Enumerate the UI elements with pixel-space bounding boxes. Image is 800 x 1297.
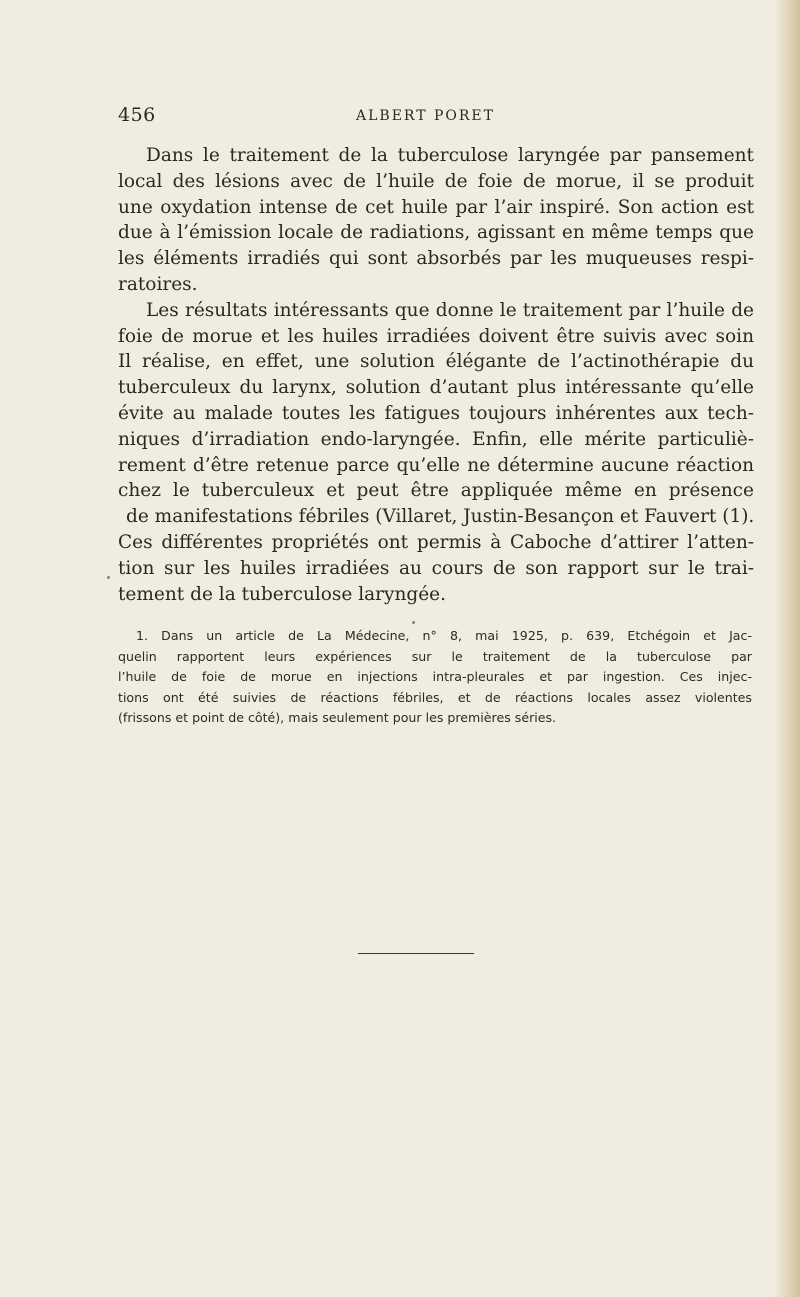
body-line: Les résultats intéressants que donne le traitement par l’huile de	[146, 299, 754, 321]
body-line: niques d’irradiation endo-laryngée. Enfin, elle mérite particuliè-	[118, 428, 754, 450]
page-number: 456	[118, 104, 156, 126]
page-edge-shadow	[774, 0, 800, 1297]
body-line: tuberculeux du larynx, solution d’autant plus intéressante qu’elle	[118, 377, 754, 399]
footnote-line: (frissons et point de côté), mais seulement pour les premières séries.	[118, 710, 557, 725]
body-line: de manifestations fébriles (Villaret, Justin-Besançon et Fauvert (1).	[126, 506, 755, 528]
footnote	[118, 626, 752, 729]
body-line: ratoires.	[118, 273, 198, 295]
body-line: évite au malade toutes les fatigues toujours inhérentes aux tech-	[118, 402, 754, 424]
body-text	[118, 143, 754, 607]
body-line: Il réalise, en effet, une solution élégante de l’actinothérapie du	[118, 351, 754, 373]
footnote-line: quelin rapportent leurs expériences sur le traitement de la tuberculose par	[118, 648, 752, 664]
body-line: Dans le traitement de la tuberculose laryngée par pansement	[146, 145, 754, 166]
footnote-line: 1. Dans un article de La Médecine, n° 8, mai 1925, p. 639, Etchégoin et Jac-	[136, 628, 752, 643]
body-line: due à l’émission locale de radiations, agissant en même temps que	[118, 222, 754, 244]
running-head: ALBERT PORET	[356, 108, 495, 124]
page-header	[118, 104, 754, 134]
ink-speck	[107, 576, 110, 579]
body-line: chez le tuberculeux et peut être appliquée même en présence	[118, 480, 754, 502]
footnote-line: tions ont été suivies de réactions fébriles, et de réactions locales assez violentes	[118, 689, 752, 705]
body-line: local des lésions avec de l’huile de foie de morue, il se produit	[118, 170, 754, 192]
end-rule	[358, 953, 474, 954]
body-line: Ces différentes propriétés ont permis à Caboche d’attirer l’atten-	[118, 531, 754, 553]
body-line: tement de la tuberculose laryngée.	[118, 583, 447, 605]
body-line: les éléments irradiés qui sont absorbés par les muqueuses respi-	[118, 248, 754, 270]
body-line: rement d’être retenue parce qu’elle ne détermine aucune réaction	[118, 454, 754, 476]
body-line: tion sur les huiles irradiées au cours de son rapport sur le trai-	[118, 557, 754, 579]
footnote-line: l’huile de foie de morue en injections intra-pleurales et par ingestion. Ces injec-	[118, 669, 752, 684]
body-line: foie de morue et les huiles irradiées doivent être suivis avec soin	[118, 325, 754, 347]
body-line: une oxydation intense de cet huile par l’air inspiré. Son action est	[118, 196, 754, 218]
ink-speck	[412, 621, 415, 624]
